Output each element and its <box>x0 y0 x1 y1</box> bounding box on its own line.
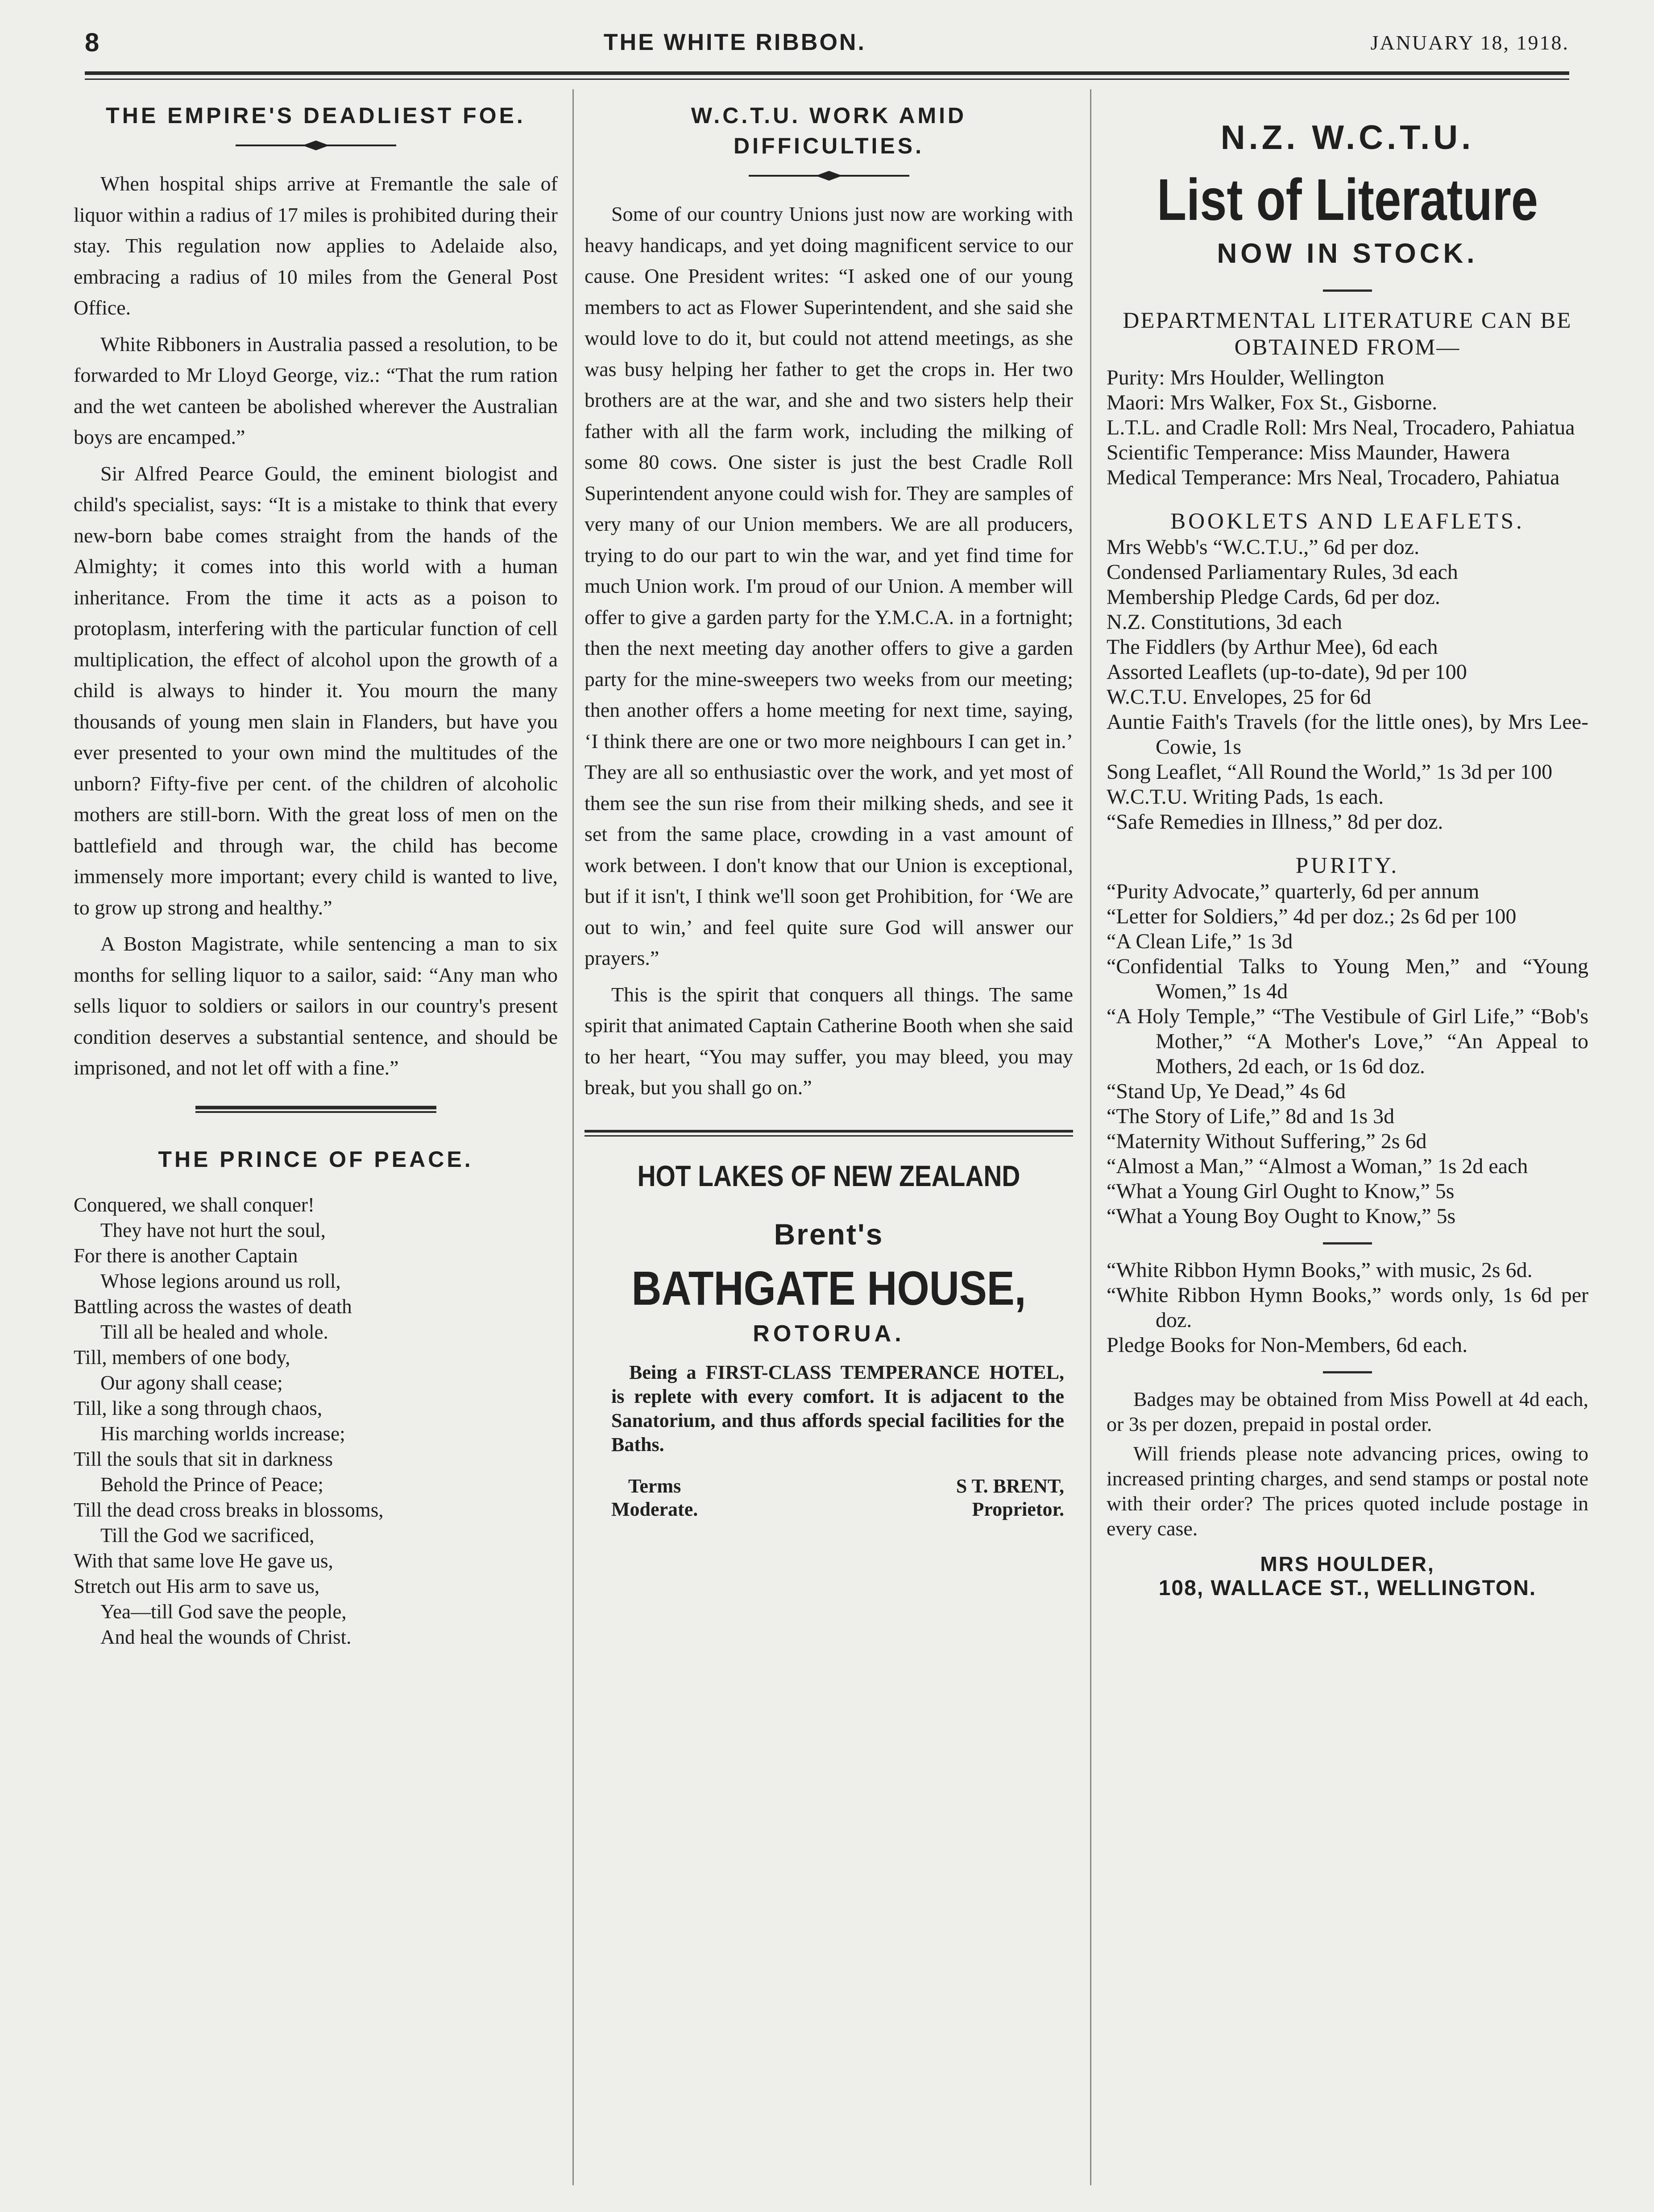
poem-line: Till, like a song through chaos, <box>74 1397 323 1419</box>
poem-line: Till the souls that sit in darkness <box>74 1447 333 1470</box>
literature-org: N.Z. W.C.T.U. <box>1220 119 1475 157</box>
ad-terms-label: Terms <box>628 1475 681 1497</box>
ad-hotel-name: BATHGATE HOUSE, <box>631 1261 1026 1315</box>
article-title: W.C.T.U. WORK AMID DIFFICULTIES. <box>691 103 967 158</box>
column-3 <box>1107 87 1588 1600</box>
poem-line: Till all be healed and whole. <box>100 1320 328 1343</box>
ornament-divider <box>236 139 396 152</box>
purity-item: “Stand Up, Ye Dead,” 4s 6d <box>1107 1079 1346 1103</box>
dept-item: Purity: Mrs Houlder, Wellington <box>1107 366 1385 389</box>
ad-proprietor-name: S T. BRENT, <box>956 1475 1064 1497</box>
purity-item: “Purity Advocate,” quarterly, 6d per annum <box>1107 880 1480 903</box>
article-paragraph: When hospital ships arrive at Fremantle the sale of liquor within a radius of 17 miles is prohibited during their stay. This regulation now applies to Adelaide also, embracing a radius of 10 miles from the General Post Office. <box>74 172 558 319</box>
issue-date: JANUARY 18, 1918. <box>1370 31 1569 54</box>
article-paragraph: This is the spirit that conquers all things. The same spirit that animated Captain Catherine Booth when she said to her heart, “You may suffer, you may bleed, you may break, but you shall go on.” <box>584 983 1073 1099</box>
article-title: THE EMPIRE'S DEADLIEST FOE. <box>106 103 526 128</box>
column-divider <box>572 89 574 2185</box>
poem-line: With that same love He gave us, <box>74 1549 333 1572</box>
prices-note: Will friends please note advancing prices, owing to increased printing charges, and send stamps or postal note with their order? The prices quoted include postage in every case. <box>1107 1442 1588 1540</box>
contact-address: 108, WALLACE ST., WELLINGTON. <box>1158 1576 1537 1600</box>
booklet-item: Mrs Webb's “W.C.T.U.,” 6d per doz. <box>1107 535 1420 559</box>
poem-line: Yea—till God save the people, <box>100 1600 347 1623</box>
dept-heading: DEPARTMENTAL LITERATURE CAN BE OBTAINED FROM— <box>1123 308 1572 360</box>
poem-line: They have not hurt the soul, <box>100 1219 326 1241</box>
purity-item: “A Holy Temple,” “The Vestibule of Girl Life,” “Bob's Mother,” “A Mother's Love,” “An Appeal to Mothers, 2d each, or 1s 6d doz. <box>1107 1005 1588 1078</box>
purity-item: “What a Young Girl Ought to Know,” 5s <box>1107 1179 1455 1203</box>
ad-description: Being a FIRST-CLASS TEMPERANCE HOTEL, is replete with every comfort. It is adjacent to the Sanatorium, and thus affords special facilities for the Baths. <box>611 1361 1064 1455</box>
badges-note: Badges may be obtained from Miss Powell at 4d each, or 3s per dozen, prepaid in postal order. <box>1107 1388 1588 1435</box>
publication-title: THE WHITE RIBBON. <box>603 29 866 55</box>
literature-title: List of Literature <box>1157 167 1538 232</box>
purity-item: “Almost a Man,” “Almost a Woman,” 1s 2d each <box>1107 1154 1528 1178</box>
section-rule <box>195 1106 436 1109</box>
ad-rule <box>584 1135 1073 1137</box>
poem-line: Till the dead cross breaks in blossoms, <box>74 1498 384 1521</box>
purity-item: “What a Young Boy Ought to Know,” 5s <box>1107 1204 1456 1228</box>
dept-item: Maori: Mrs Walker, Fox St., Gisborne. <box>1107 391 1438 414</box>
poem-line: For there is another Captain <box>74 1244 298 1267</box>
ad-proprietor-title: Proprietor. <box>972 1498 1064 1520</box>
booklet-item: The Fiddlers (by Arthur Mee), 6d each <box>1107 635 1438 659</box>
ad-terms <box>611 1475 698 1521</box>
page-number: 8 <box>85 28 99 57</box>
poem-line: Behold the Prince of Peace; <box>100 1473 323 1496</box>
poem-line: And heal the wounds of Christ. <box>100 1625 352 1648</box>
ad-terms-value: Moderate. <box>611 1498 698 1520</box>
ad-proprietor <box>956 1475 1064 1521</box>
column-1 <box>74 87 558 1650</box>
booklet-item: W.C.T.U. Envelopes, 25 for 6d <box>1107 685 1372 709</box>
poem-line: Stretch out His arm to save us, <box>74 1575 320 1597</box>
poem-line: Battling across the wastes of death <box>74 1295 352 1318</box>
article-paragraph: Sir Alfred Pearce Gould, the eminent biologist and child's specialist, says: “It is a mistake to think that every new-born babe comes straight from the hands of the Almighty; it comes into this world with a human inheritance. From the time it acts as a poison to protoplasm, interfering with the particular function of cell multiplication, the effect of alcohol upon the growth of a child is always to hinder it. You mourn the many thousands of young men slain in Flanders, but have you ever presented to your own mind the multitudes of the unborn? Fifty-five per cent. of the children of alcoholic mothers are still-born. With the great loss of men on the battlefield and through war, the child has become immensely more important; every child is wanted to live, to grow up strong and healthy.” <box>74 462 558 919</box>
section-rule <box>1323 289 1372 292</box>
section-rule <box>1323 1371 1372 1373</box>
article-paragraph: White Ribboners in Australia passed a resolution, to be forwarded to Mr Lloyd George, viz.: “That the rum ration and the wet canteen be abolished wherever the Australian boys are encamped.” <box>74 332 558 448</box>
purity-item: “A Clean Life,” 1s 3d <box>1107 930 1293 953</box>
booklet-item: Membership Pledge Cards, 6d per doz. <box>1107 585 1440 609</box>
booklet-item: W.C.T.U. Writing Pads, 1s each. <box>1107 785 1384 809</box>
contact-name: MRS HOULDER, <box>1260 1552 1435 1575</box>
header-rule-thin <box>85 79 1569 80</box>
header-rule <box>85 71 1569 75</box>
purity-item: “Confidential Talks to Young Men,” and “Young Women,” 1s 4d <box>1107 955 1588 1003</box>
ad-town: ROTORUA. <box>753 1320 905 1347</box>
ornament-divider <box>749 169 909 182</box>
page-header <box>85 18 1569 67</box>
booklet-item: N.Z. Constitutions, 3d each <box>1107 610 1342 634</box>
article-paragraph: Some of our country Unions just now are working with heavy handicaps, and yet doing magnificent service to our cause. One President writes: “I asked one of our young members to act as Flower Superintendent, and she said she would love to do it, but could not attend meetings, as she was busy helping her father to get the crops in. Her two brothers are at the war, and she and two sisters help their father with all the farm work, including the milking of some 80 cows. One sister is just the best Cradle Roll Superintendent anyone could wish for. They are samples of very many of our Union members. We are all producers, trying to do our part to win the war, and yet find time for much Union work. I'm proud of our Union. A member will offer to give a garden party for the Y.M.C.A. in a fortnight; then the next meeting day another offers to give a garden party for the mine-sweepers two weeks from our meeting; then another offers a home meeting for next time, saying, ‘I think there are one or two more neighbours I can get in.’ They are all so enthusiastic over the work, and yet most of them see the sun rise from their milking sheds, and see it set from the same place, crowding in a vast amount of work between. I don't know that our Union is exceptional, but if it isn't, I think we'll soon get Prohibition, for ‘We are out to win,’ and feel quite sure God will answer our prayers.” <box>584 203 1073 969</box>
purity-item: “Letter for Soldiers,” 4d per doz.; 2s 6d per 100 <box>1107 905 1517 928</box>
hymn-item: “White Ribbon Hymn Books,” with music, 2s 6d. <box>1107 1258 1533 1282</box>
dept-item: L.T.L. and Cradle Roll: Mrs Neal, Trocadero, Pahiatua <box>1107 416 1575 439</box>
ad-rule <box>584 1130 1073 1133</box>
poem-line: Till the God we sacrificed, <box>100 1524 315 1546</box>
column-2 <box>584 87 1073 1521</box>
dept-item: Scientific Temperance: Miss Maunder, Hawera <box>1107 441 1510 464</box>
booklet-item: Assorted Leaflets (up-to-date), 9d per 100 <box>1107 660 1467 684</box>
hymn-item: “White Ribbon Hymn Books,” words only, 1s 6d per doz. <box>1107 1283 1588 1332</box>
booklets-heading: BOOKLETS AND LEAFLETS. <box>1170 509 1525 534</box>
poem-line: Till, members of one body, <box>74 1346 290 1369</box>
ad-heading: HOT LAKES OF NEW ZEALAND <box>637 1159 1020 1192</box>
purity-heading: PURITY. <box>1295 853 1400 878</box>
booklet-item: Song Leaflet, “All Round the World,” 1s 3d per 100 <box>1107 760 1553 784</box>
poem-line: His marching worlds increase; <box>100 1422 345 1445</box>
poem-line: Whose legions around us roll, <box>100 1269 341 1292</box>
hymn-item: Pledge Books for Non-Members, 6d each. <box>1107 1333 1468 1357</box>
ad-brand: Brent's <box>774 1217 884 1251</box>
purity-item: “The Story of Life,” 8d and 1s 3d <box>1107 1104 1395 1128</box>
poem-line: Our agony shall cease; <box>100 1371 283 1394</box>
poem-line: Conquered, we shall conquer! <box>74 1193 315 1216</box>
purity-item: “Maternity Without Suffering,” 2s 6d <box>1107 1129 1427 1153</box>
literature-subtitle: NOW IN STOCK. <box>1217 238 1478 269</box>
section-rule <box>1323 1242 1372 1245</box>
article-paragraph: A Boston Magistrate, while sentencing a man to six months for selling liquor to a sailor, said: “Any man who sells liquor to soldiers or sailors in our country's present condition deserves a substantial sentence, and should be imprisoned, and not let off with a fine.” <box>74 932 558 1079</box>
ad-footer <box>584 1475 1073 1521</box>
booklet-item: “Safe Remedies in Illness,” 8d per doz. <box>1107 810 1443 834</box>
column-divider <box>1090 89 1091 2185</box>
section-rule <box>195 1111 436 1113</box>
poem <box>74 1192 558 1650</box>
poem-title: THE PRINCE OF PEACE. <box>158 1146 473 1172</box>
dept-item: Medical Temperance: Mrs Neal, Trocadero, Pahiatua <box>1107 466 1560 489</box>
booklet-item: Condensed Parliamentary Rules, 3d each <box>1107 560 1458 584</box>
booklet-item: Auntie Faith's Travels (for the little ones), by Mrs Lee-Cowie, 1s <box>1107 710 1588 759</box>
